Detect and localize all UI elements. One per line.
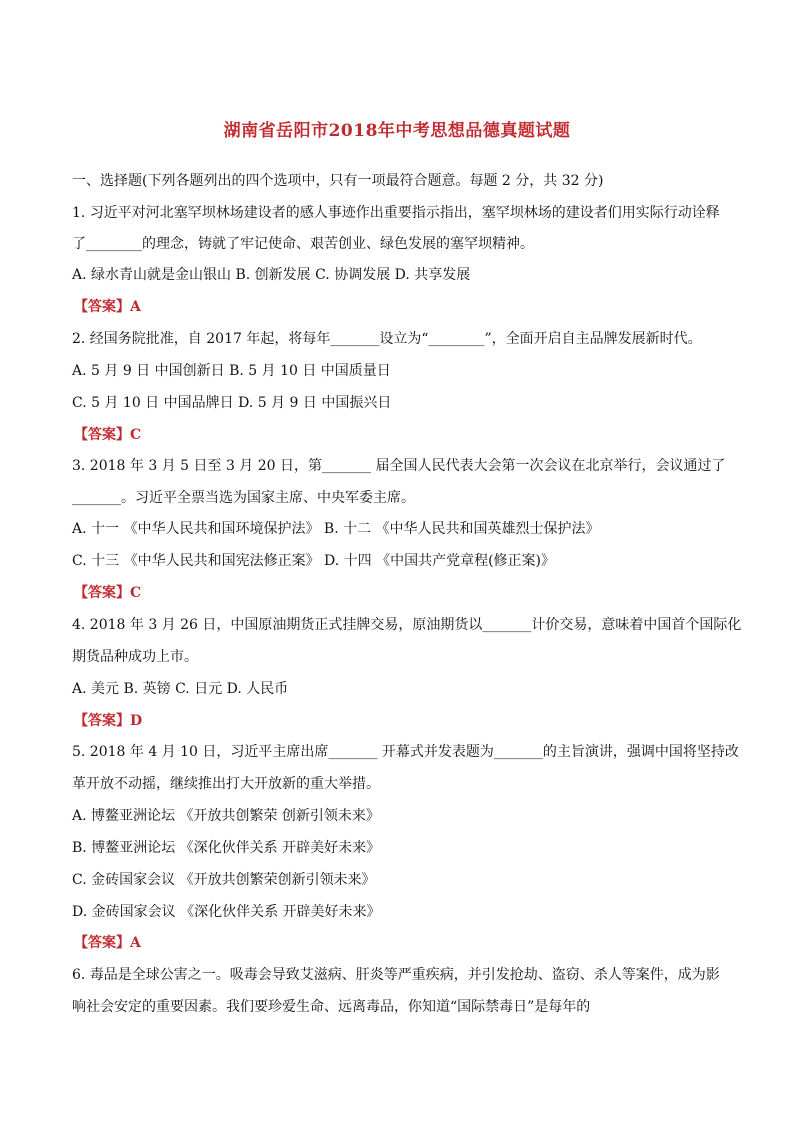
question-5-line-1: 5. 2018 年 4 月 10 日，习近平主席出席_______ 开幕式并发表题为_______的主旨演讲，强调中国将坚持改 bbox=[72, 744, 739, 760]
question-1-options: A. 绿水青山就是金山银山 B. 创新发展 C. 协调发展 D. 共享发展 bbox=[72, 267, 471, 283]
question-3-options-cd: C. 十三 《中华人民共和国宪法修正案》 D. 十四 《中国共产党章程(修正案)》 bbox=[72, 553, 556, 569]
question-3-options-ab: A. 十一 《中华人民共和国环境保护法》 B. 十二 《中华人民共和国英雄烈士保护法》 bbox=[72, 521, 600, 537]
question-5-line-2: 革开放不动摇，继续推出打大开放新的重大举措。 bbox=[72, 776, 380, 792]
question-2-line-1: 2. 经国务院批准，自 2017 年起，将每年_______设立为“________”，全面开启自主品牌发展新时代。 bbox=[72, 331, 702, 347]
question-5-option-d: D. 金砖国家会议 《深化伙伴关系 开辟美好未来》 bbox=[72, 904, 381, 920]
question-3-line-1: 3. 2018 年 3 月 5 日至 3 月 20 日，第_______ 届全国人民代表大会第一次会议在北京举行，会议通过了 bbox=[72, 458, 726, 474]
question-4-answer: 【答案】D bbox=[74, 713, 143, 729]
question-4-line-1: 4. 2018 年 3 月 26 日，中国原油期货正式挂牌交易，原油期货以_______计价交易，意味着中国首个国际化 bbox=[72, 617, 742, 633]
question-2-options-ab: A. 5 月 9 日 中国创新日 B. 5 月 10 日 中国质量日 bbox=[72, 363, 391, 379]
question-2-answer: 【答案】C bbox=[74, 427, 142, 443]
question-5-option-b: B. 博鳌亚洲论坛 《深化伙伴关系 开辟美好未来》 bbox=[72, 840, 381, 856]
section-heading: 一、选择题(下列各题列出的四个选项中，只有一项最符合题意。每题 2 分，共 32 分) bbox=[72, 173, 604, 189]
question-2-options-cd: C. 5 月 10 日 中国品牌日 D. 5 月 9 日 中国振兴日 bbox=[72, 395, 392, 411]
question-1-line-1: 1. 习近平对河北塞罕坝林场建设者的感人事迹作出重要指示指出，塞罕坝林场的建设者们用实际行动诠释 bbox=[72, 205, 720, 221]
question-5-option-c: C. 金砖国家会议 《开放共创繁荣创新引领未来》 bbox=[72, 872, 376, 888]
question-5-option-a: A. 博鳌亚洲论坛 《开放共创繁荣 创新引领未来》 bbox=[72, 808, 380, 824]
page-title: 湖南省岳阳市2018年中考思想品德真题试题 bbox=[223, 121, 571, 141]
question-3-line-2: _______。习近平全票当选为国家主席、中央军委主席。 bbox=[72, 490, 415, 506]
question-6-line-2: 响社会安定的重要因素。我们要珍爱生命、远离毒品，你知道“国际禁毒日”是每年的 bbox=[72, 999, 591, 1015]
question-1-answer: 【答案】A bbox=[74, 299, 141, 315]
question-4-line-2: 期货品种成功上市。 bbox=[72, 649, 198, 665]
question-3-answer: 【答案】C bbox=[74, 585, 142, 601]
question-4-options: A. 美元 B. 英镑 C. 日元 D. 人民币 bbox=[72, 681, 289, 697]
question-5-answer: 【答案】A bbox=[74, 935, 141, 951]
question-1-line-2: 了________的理念，铸就了牢记使命、艰苦创业、绿色发展的塞罕坝精神。 bbox=[72, 236, 534, 252]
question-6-line-1: 6. 毒品是全球公害之一。吸毒会导致艾滋病、肝炎等严重疾病，并引发抢劫、盗窃、杀人等案件，成为影 bbox=[72, 967, 720, 983]
